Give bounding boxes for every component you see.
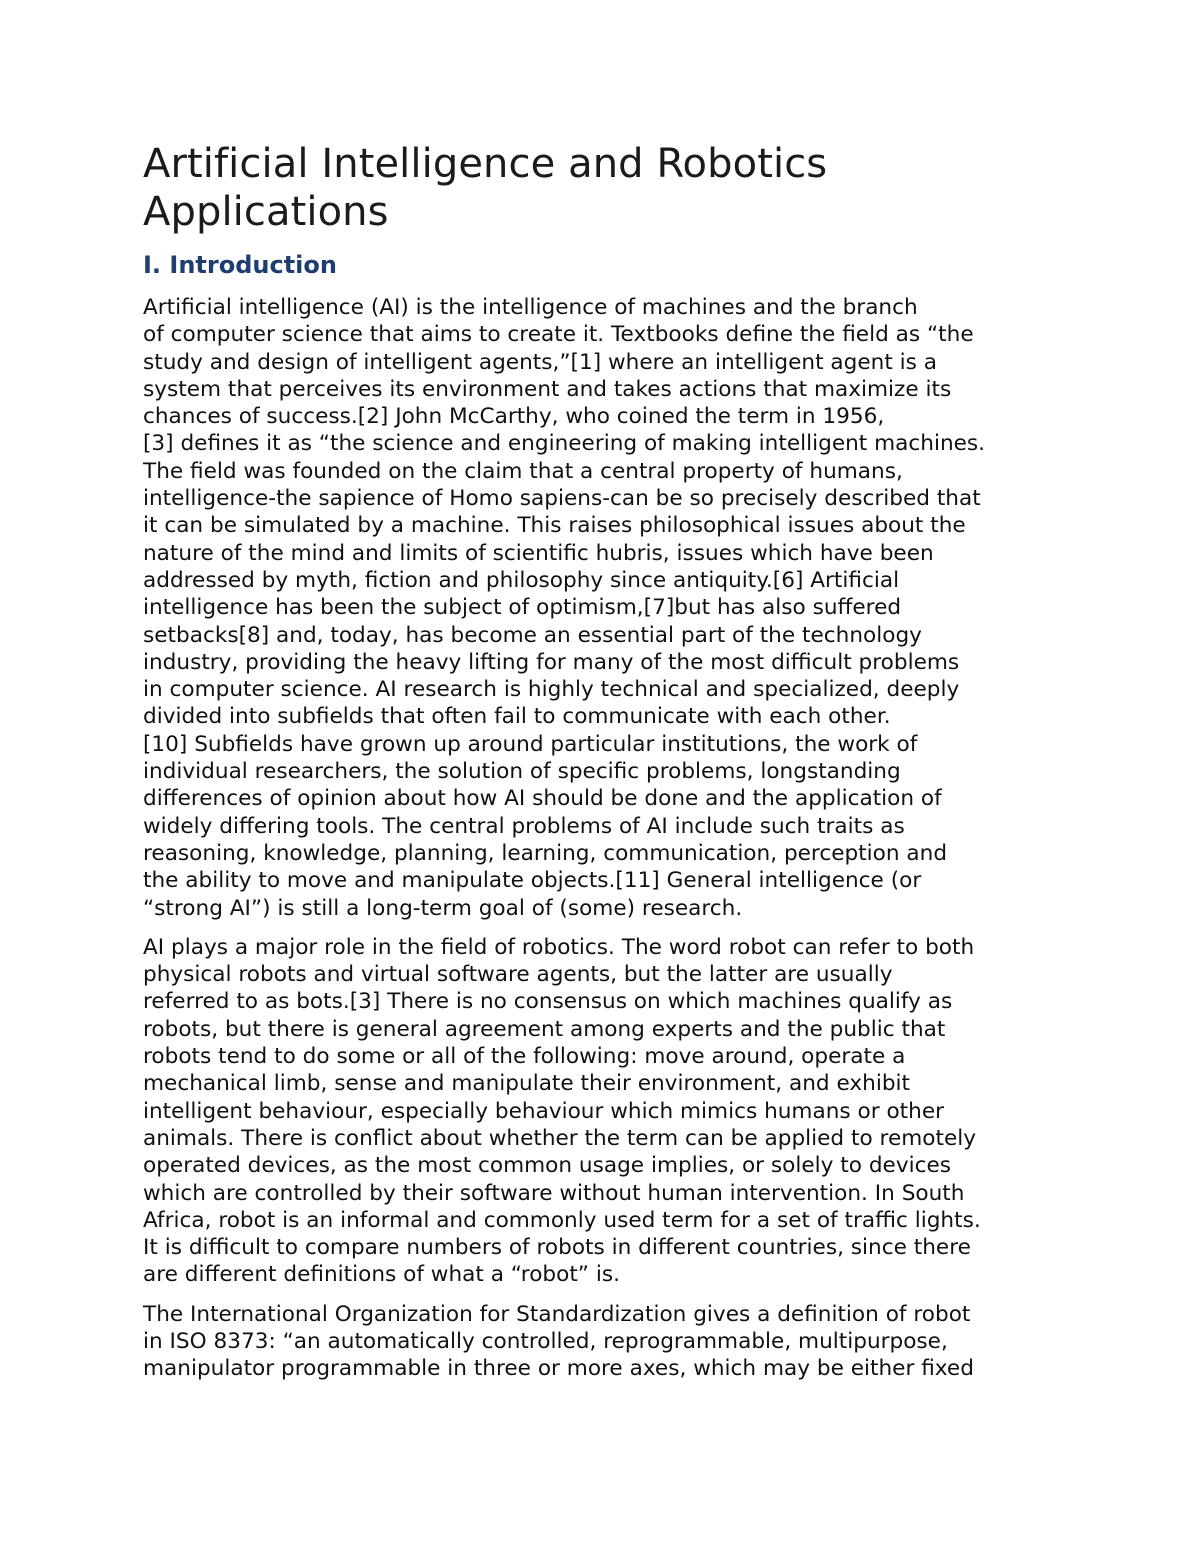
paragraph-line: chances of success.[2] John McCarthy, who coined the term in 1956, — [143, 404, 885, 430]
paragraph-line: The field was founded on the claim that a central property of humans, — [143, 458, 903, 484]
paragraph-line: It is difficult to compare numbers of robots in different countries, since there — [143, 1235, 971, 1261]
paragraph-line: it can be simulated by a machine. This raises philosophical issues about the — [143, 513, 966, 539]
paragraph-line: the ability to move and manipulate objects.[11] General intelligence (or — [143, 868, 922, 894]
paragraph-line: animals. There is conflict about whether the term can be applied to remotely — [143, 1125, 977, 1151]
paragraph-line: industry, providing the heavy lifting for many of the most difficult problems — [143, 649, 960, 675]
paragraph-iso-definition — [143, 1301, 1083, 1383]
paragraph-line: referred to as bots.[3] There is no consensus on which machines qualify as — [143, 989, 953, 1015]
paragraph-line: reasoning, knowledge, planning, learning, communication, perception and — [143, 840, 948, 866]
paragraph-line: Africa, robot is an informal and commonly used term for a set of traffic lights. — [143, 1207, 981, 1233]
paragraph-line: intelligent behaviour, especially behaviour which mimics humans or other — [143, 1098, 944, 1124]
paragraph-line: intelligence has been the subject of optimism,[7]but has also suffered — [143, 595, 902, 621]
paragraph-line: are different definitions of what a “robot” is. — [143, 1262, 620, 1288]
paragraph-line: study and design of intelligent agents,”[1] where an intelligent agent is a — [143, 349, 937, 375]
paragraph-line: [10] Subfields have grown up around particular institutions, the work of — [143, 731, 918, 757]
paragraph-ai-definition — [143, 294, 1083, 922]
document-title-line: Artificial Intelligence and Robotics — [143, 141, 828, 187]
paragraph-line: robots tend to do some or all of the following: move around, operate a — [143, 1044, 906, 1070]
paragraph-line: manipulator programmable in three or more axes, which may be either fixed — [143, 1356, 974, 1382]
paragraph-line: differences of opinion about how AI should be done and the application of — [143, 786, 942, 812]
paragraph-line: robots, but there is general agreement among experts and the public that — [143, 1016, 946, 1042]
paragraph-line: The International Organization for Standardization gives a definition of robot — [143, 1301, 971, 1327]
paragraph-line: Artificial intelligence (AI) is the intelligence of machines and the branch — [143, 295, 918, 320]
paragraph-line: addressed by myth, fiction and philosophy since antiquity.[6] Artificial — [143, 567, 900, 593]
paragraph-line: system that perceives its environment and takes actions that maximize its — [143, 376, 952, 402]
paragraph-line: in computer science. AI research is highly technical and specialized, deeply — [143, 677, 960, 703]
paragraph-line: intelligence-the sapience of Homo sapiens-can be so precisely described that — [143, 486, 981, 512]
paragraph-line: in ISO 8373: “an automatically controlled, reprogrammable, multipurpose, — [143, 1328, 948, 1354]
document-title — [143, 140, 1083, 236]
section-heading-introduction: I. Introduction — [143, 251, 337, 279]
paragraph-robotics — [143, 934, 1083, 1289]
paragraph-line: of computer science that aims to create it. Textbooks define the field as “the — [143, 322, 974, 348]
paragraph-line: operated devices, as the most common usage implies, or solely to devices — [143, 1153, 952, 1179]
paragraph-line: divided into subfields that often fail to communicate with each other. — [143, 704, 891, 730]
paragraph-line: physical robots and virtual software agents, but the latter are usually — [143, 962, 893, 988]
paragraph-line: setbacks[8] and, today, has become an essential part of the technology — [143, 622, 922, 648]
paragraph-line: nature of the mind and limits of scientific hubris, issues which have been — [143, 540, 934, 566]
paragraph-line: widely differing tools. The central problems of AI include such traits as — [143, 813, 905, 839]
paragraph-line: which are controlled by their software without human intervention. In South — [143, 1180, 965, 1206]
paragraph-line: AI plays a major role in the field of robotics. The word robot can refer to both — [143, 934, 975, 960]
paragraph-line: [3] defines it as “the science and engineering of making intelligent machines. — [143, 431, 986, 457]
paragraph-line: mechanical limb, sense and manipulate their environment, and exhibit — [143, 1071, 910, 1097]
paragraph-line: “strong AI”) is still a long-term goal of (some) research. — [143, 895, 743, 921]
paragraph-line: individual researchers, the solution of specific problems, longstanding — [143, 759, 901, 785]
document-body — [143, 140, 1083, 1395]
document-title-line: Applications — [143, 189, 389, 235]
